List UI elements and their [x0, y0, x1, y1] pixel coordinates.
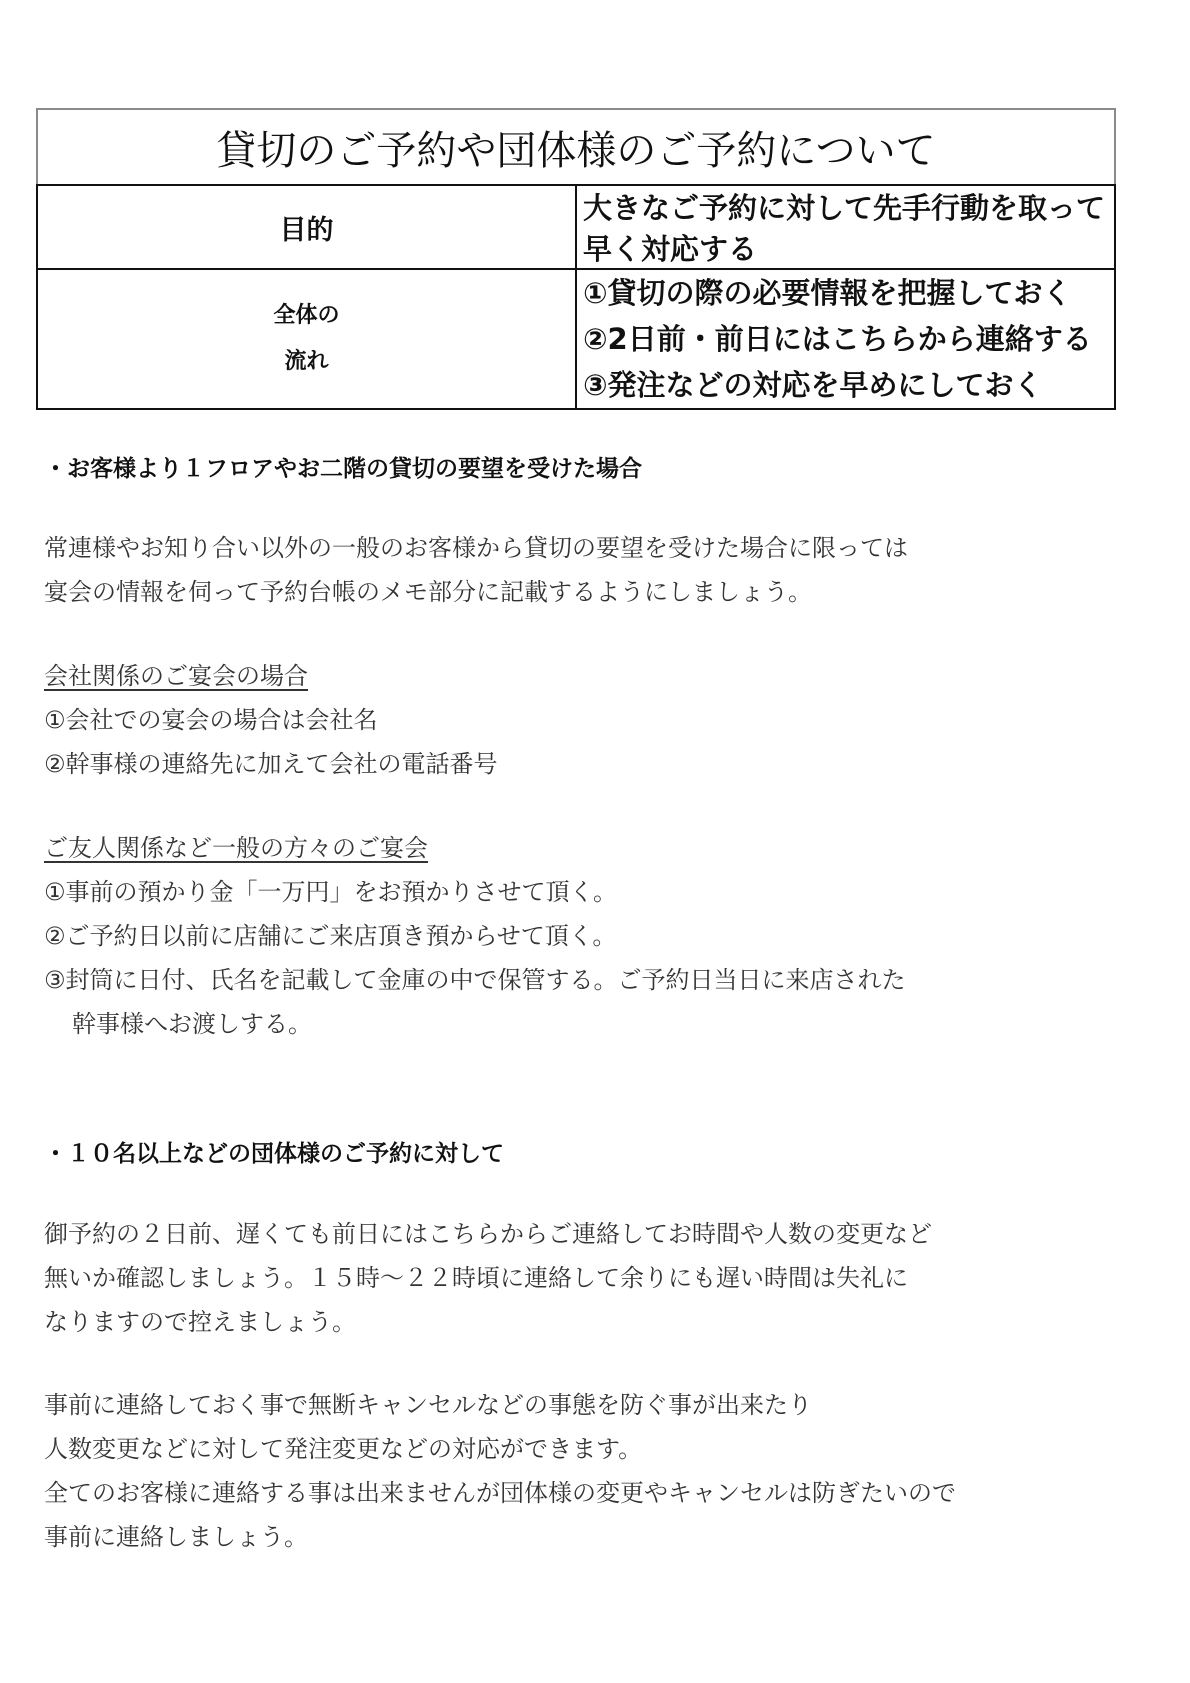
flow-row	[37, 269, 1115, 409]
friends-heading: ご友人関係など一般の方々のご宴会	[44, 834, 428, 862]
list-item: ②ご予約日以前に店舗にご来店頂き預からせて頂く。	[44, 922, 617, 950]
text-line: 御予約の２日前、遅くても前日にはこちらからご連絡してお時間や人数の変更など	[44, 1220, 932, 1248]
friends-block	[44, 826, 906, 1046]
section2-heading: ・１０名以上などの団体様のご予約に対して	[44, 1141, 504, 1167]
list-item: ②幹事様の連絡先に加えて会社の電話番号	[44, 750, 498, 778]
title-row	[37, 109, 1115, 185]
list-item: ①会社での宴会の場合は会社名	[44, 706, 378, 734]
flow-steps	[576, 269, 1115, 409]
summary-table	[36, 108, 1116, 410]
text-line: 無いか確認しましょう。１５時～２２時頃に連絡して余りにも遅い時間は失礼に	[44, 1264, 908, 1292]
document-title: 貸切のご予約や団体様のご予約について	[37, 109, 1115, 185]
section2-para1	[44, 1212, 932, 1344]
text-line: 人数変更などに対して発注変更などの対応ができます。	[44, 1435, 643, 1463]
purpose-label: 目的	[37, 185, 576, 269]
purpose-row	[37, 185, 1115, 269]
section1-heading: ・お客様より１フロアやお二階の貸切の要望を受けた場合	[44, 456, 642, 482]
company-heading: 会社関係のご宴会の場合	[44, 662, 308, 690]
text-line: なりますので控えましょう。	[44, 1308, 356, 1336]
list-item-continuation: 幹事様へお渡しする。	[72, 1010, 312, 1038]
purpose-text: 大きなご予約に対して先手行動を取って早く対応する	[576, 185, 1115, 269]
section2-para2	[44, 1383, 956, 1559]
text-line: 全てのお客様に連絡する事は出来ませんが団体様の変更やキャンセルは防ぎたいので	[44, 1479, 956, 1507]
flow-label-line1: 全体の	[273, 303, 340, 328]
flow-step: ②2日前・前日にはこちらから連絡する	[583, 322, 1092, 356]
flow-label-line2: 流れ	[284, 349, 329, 374]
flow-step: ①貸切の際の必要情報を把握しておく	[583, 276, 1072, 310]
company-block	[44, 654, 498, 786]
list-item: ①事前の預かり金「一万円」をお預かりさせて頂く。	[44, 878, 618, 906]
flow-step: ③発注などの対応を早めにしておく	[583, 368, 1043, 402]
text-line: 常連様やお知り合い以外の一般のお客様から貸切の要望を受けた場合に限っては	[44, 534, 908, 562]
text-line: 宴会の情報を伺って予約台帳のメモ部分に記載するようにしましょう。	[44, 578, 812, 606]
flow-step-list	[583, 270, 1114, 408]
text-line: 事前に連絡しましょう。	[44, 1523, 308, 1551]
section1-intro	[44, 526, 908, 614]
list-item: ③封筒に日付、氏名を記載して金庫の中で保管する。ご予約日当日に来店された	[44, 966, 906, 994]
flow-label	[37, 269, 576, 409]
text-line: 事前に連絡しておく事で無断キャンセルなどの事態を防ぐ事が出来たり	[44, 1391, 812, 1419]
